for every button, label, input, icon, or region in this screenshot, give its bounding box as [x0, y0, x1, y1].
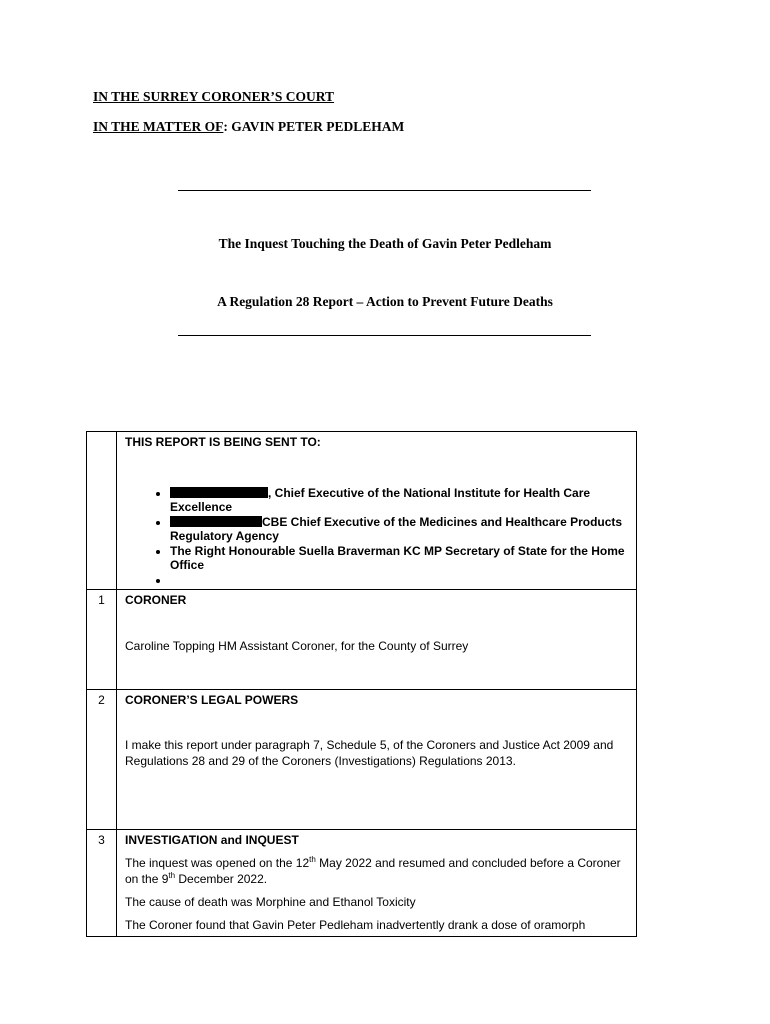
section-text: Caroline Topping HM Assistant Coroner, for the County of Surrey — [125, 639, 469, 653]
row-number — [87, 432, 117, 590]
redaction-bar — [170, 487, 268, 498]
table-row — [87, 432, 637, 590]
matter-prefix: IN THE MATTER OF — [93, 119, 224, 134]
section-heading: INVESTIGATION and INQUEST — [125, 833, 299, 847]
legal-powers-cell — [117, 690, 637, 830]
row-number: 2 — [87, 690, 117, 830]
section-heading: CORONER’S LEGAL POWERS — [125, 693, 299, 707]
table-row — [87, 830, 637, 937]
row-number: 3 — [87, 830, 117, 937]
report-title: A Regulation 28 Report – Action to Prevent Future Deaths — [217, 294, 553, 309]
matter-heading — [93, 119, 404, 135]
list-item: • The Right Honourable Suella Braverman KC MP Secretary of State for the Home Office — [170, 544, 628, 572]
section-paragraph: The inquest was opened on the 12th May 2022 and resumed and concluded before a Coroner on the 9th December 2022. — [125, 855, 621, 886]
divider-top — [178, 190, 591, 191]
row-number: 1 — [87, 590, 117, 690]
coroner-cell — [117, 590, 637, 690]
redaction-bar — [170, 516, 262, 527]
table-row — [87, 590, 637, 690]
table-row — [87, 690, 637, 830]
recipients-heading: THIS REPORT IS BEING SENT TO: — [125, 435, 321, 449]
list-item — [170, 573, 628, 585]
section-paragraph: The Coroner found that Gavin Peter Pedleham inadvertently drank a dose of oramorph — [125, 918, 586, 932]
recipients-cell — [117, 432, 637, 590]
recipients-list — [125, 486, 628, 585]
section-text: I make this report under paragraph 7, Schedule 5, of the Coroners and Justice Act 2009 and Regulations 28 and 29 of the Coroners (Investigations) Regulations 2013. — [125, 738, 614, 768]
divider-bottom — [178, 335, 591, 336]
investigation-cell — [117, 830, 637, 937]
section-heading: CORONER — [125, 593, 187, 607]
inquest-title: The Inquest Touching the Death of Gavin Peter Pedleham — [218, 236, 552, 251]
matter-name: : GAVIN PETER PEDLEHAM — [223, 119, 405, 134]
list-item: • , Chief Executive of the National Institute for Health Care Excellence — [170, 486, 628, 514]
section-paragraph: The cause of death was Morphine and Ethanol Toxicity — [125, 895, 416, 909]
court-heading: IN THE SURREY CORONER’S COURT — [93, 89, 335, 104]
list-item: • CBE Chief Executive of the Medicines and Healthcare Products Regulatory Agency — [170, 515, 628, 543]
report-table — [86, 431, 637, 937]
